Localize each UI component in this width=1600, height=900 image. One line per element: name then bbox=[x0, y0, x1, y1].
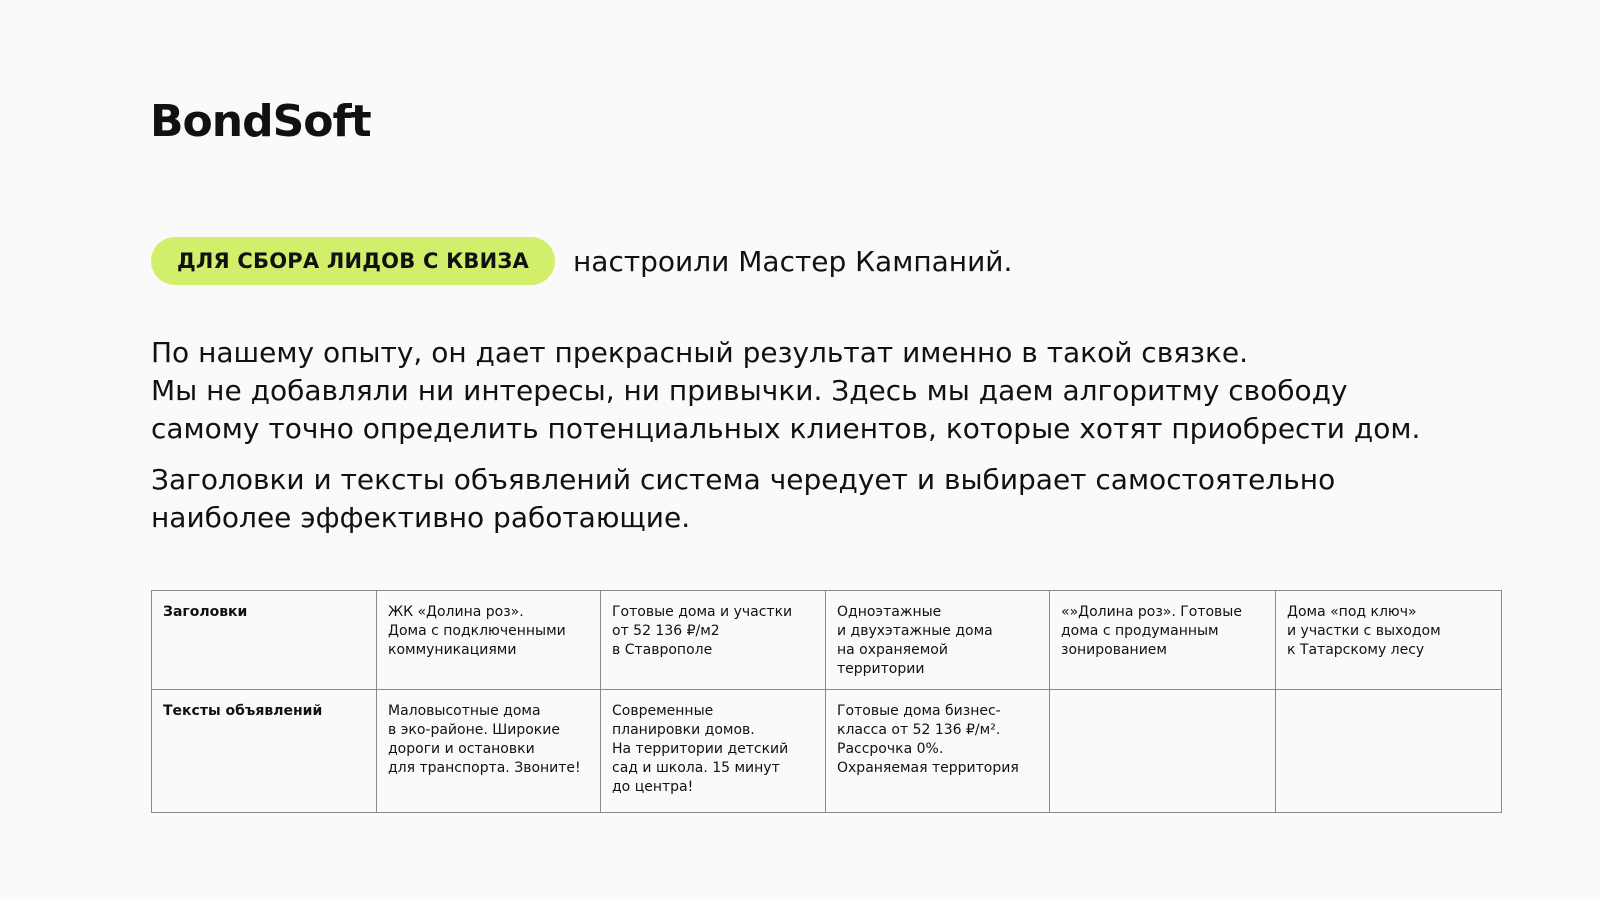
cell-line: Готовые дома бизнес- bbox=[837, 703, 1001, 719]
cell-line: На территории детский bbox=[612, 741, 789, 757]
cell-line: и двухэтажные дома bbox=[837, 623, 993, 639]
cell-line: к Татарскому лесу bbox=[1287, 642, 1425, 658]
cell-line: от 52 136 ₽/м2 bbox=[612, 623, 720, 639]
ad-text-cell-empty bbox=[1276, 690, 1502, 813]
headline-cell bbox=[601, 591, 826, 690]
cell-line: планировки домов. bbox=[612, 722, 755, 738]
cell-line: Рассрочка 0%. bbox=[837, 741, 944, 757]
headline-cell bbox=[1050, 591, 1276, 690]
experience-line: самому точно определить потенциальных клиентов, которые хотят приобрести дом. bbox=[151, 412, 1421, 445]
cell-line: «»Долина роз». Готовые bbox=[1061, 604, 1242, 620]
rotation-line: Заголовки и тексты объявлений система чередует и выбирает самостоятельно bbox=[151, 463, 1336, 496]
cell-line: Дома «под ключ» bbox=[1287, 604, 1417, 620]
row-header-ad-texts bbox=[152, 690, 377, 813]
rotation-paragraph bbox=[151, 461, 1501, 537]
headline-cell bbox=[377, 591, 601, 690]
bondsoft-logo: BondSoft bbox=[150, 96, 371, 147]
cell-line: Маловысотные дома bbox=[388, 703, 541, 719]
cell-line: ЖК «Долина роз». bbox=[388, 604, 524, 620]
intro-row bbox=[151, 237, 1012, 285]
cell-line: сад и школа. 15 минут bbox=[612, 760, 780, 776]
ads-table bbox=[151, 590, 1502, 813]
cell-line: дороги и остановки bbox=[388, 741, 535, 757]
row-header-label: Тексты объявлений bbox=[163, 703, 323, 719]
quiz-leads-badge: ДЛЯ СБОРА ЛИДОВ С КВИЗА bbox=[151, 237, 555, 285]
cell-line: в эко-районе. Широкие bbox=[388, 722, 560, 738]
cell-line: Готовые дома и участки bbox=[612, 604, 793, 620]
cell-line: Современные bbox=[612, 703, 714, 719]
cell-line: для транспорта. Звоните! bbox=[388, 760, 581, 776]
experience-paragraph bbox=[151, 334, 1501, 448]
cell-line: Охраняемая территория bbox=[837, 760, 1019, 776]
cell-line: дома с продуманным bbox=[1061, 623, 1219, 639]
ad-text-cell bbox=[601, 690, 826, 813]
cell-line: Дома с подключенными bbox=[388, 623, 566, 639]
cell-line: класса от 52 136 ₽/м². bbox=[837, 722, 1001, 738]
ad-text-cell bbox=[826, 690, 1050, 813]
cell-line: коммуникациями bbox=[388, 642, 517, 658]
row-header-label: Заголовки bbox=[163, 604, 248, 620]
cell-line: и участки с выходом bbox=[1287, 623, 1441, 639]
ad-text-cell-empty bbox=[1050, 690, 1276, 813]
ad-text-cell bbox=[377, 690, 601, 813]
cell-line: в Ставрополе bbox=[612, 642, 713, 658]
experience-line: По нашему опыту, он дает прекрасный результат именно в такой связке. bbox=[151, 336, 1248, 369]
cell-line: Одноэтажные bbox=[837, 604, 942, 620]
headline-cell bbox=[1276, 591, 1502, 690]
table-row-ad-texts bbox=[152, 690, 1502, 813]
row-header-headlines bbox=[152, 591, 377, 690]
cell-line: территории bbox=[837, 661, 925, 677]
headline-cell bbox=[826, 591, 1050, 690]
cell-line: зонированием bbox=[1061, 642, 1167, 658]
cell-line: на охраняемой bbox=[837, 642, 948, 658]
rotation-line: наиболее эффективно работающие. bbox=[151, 501, 691, 534]
table-row-headlines bbox=[152, 591, 1502, 690]
cell-line: до центра! bbox=[612, 779, 694, 795]
experience-line: Мы не добавляли ни интересы, ни привычки. Здесь мы даем алгоритму свободу bbox=[151, 374, 1348, 407]
intro-text: настроили Мастер Кампаний. bbox=[572, 244, 1013, 278]
